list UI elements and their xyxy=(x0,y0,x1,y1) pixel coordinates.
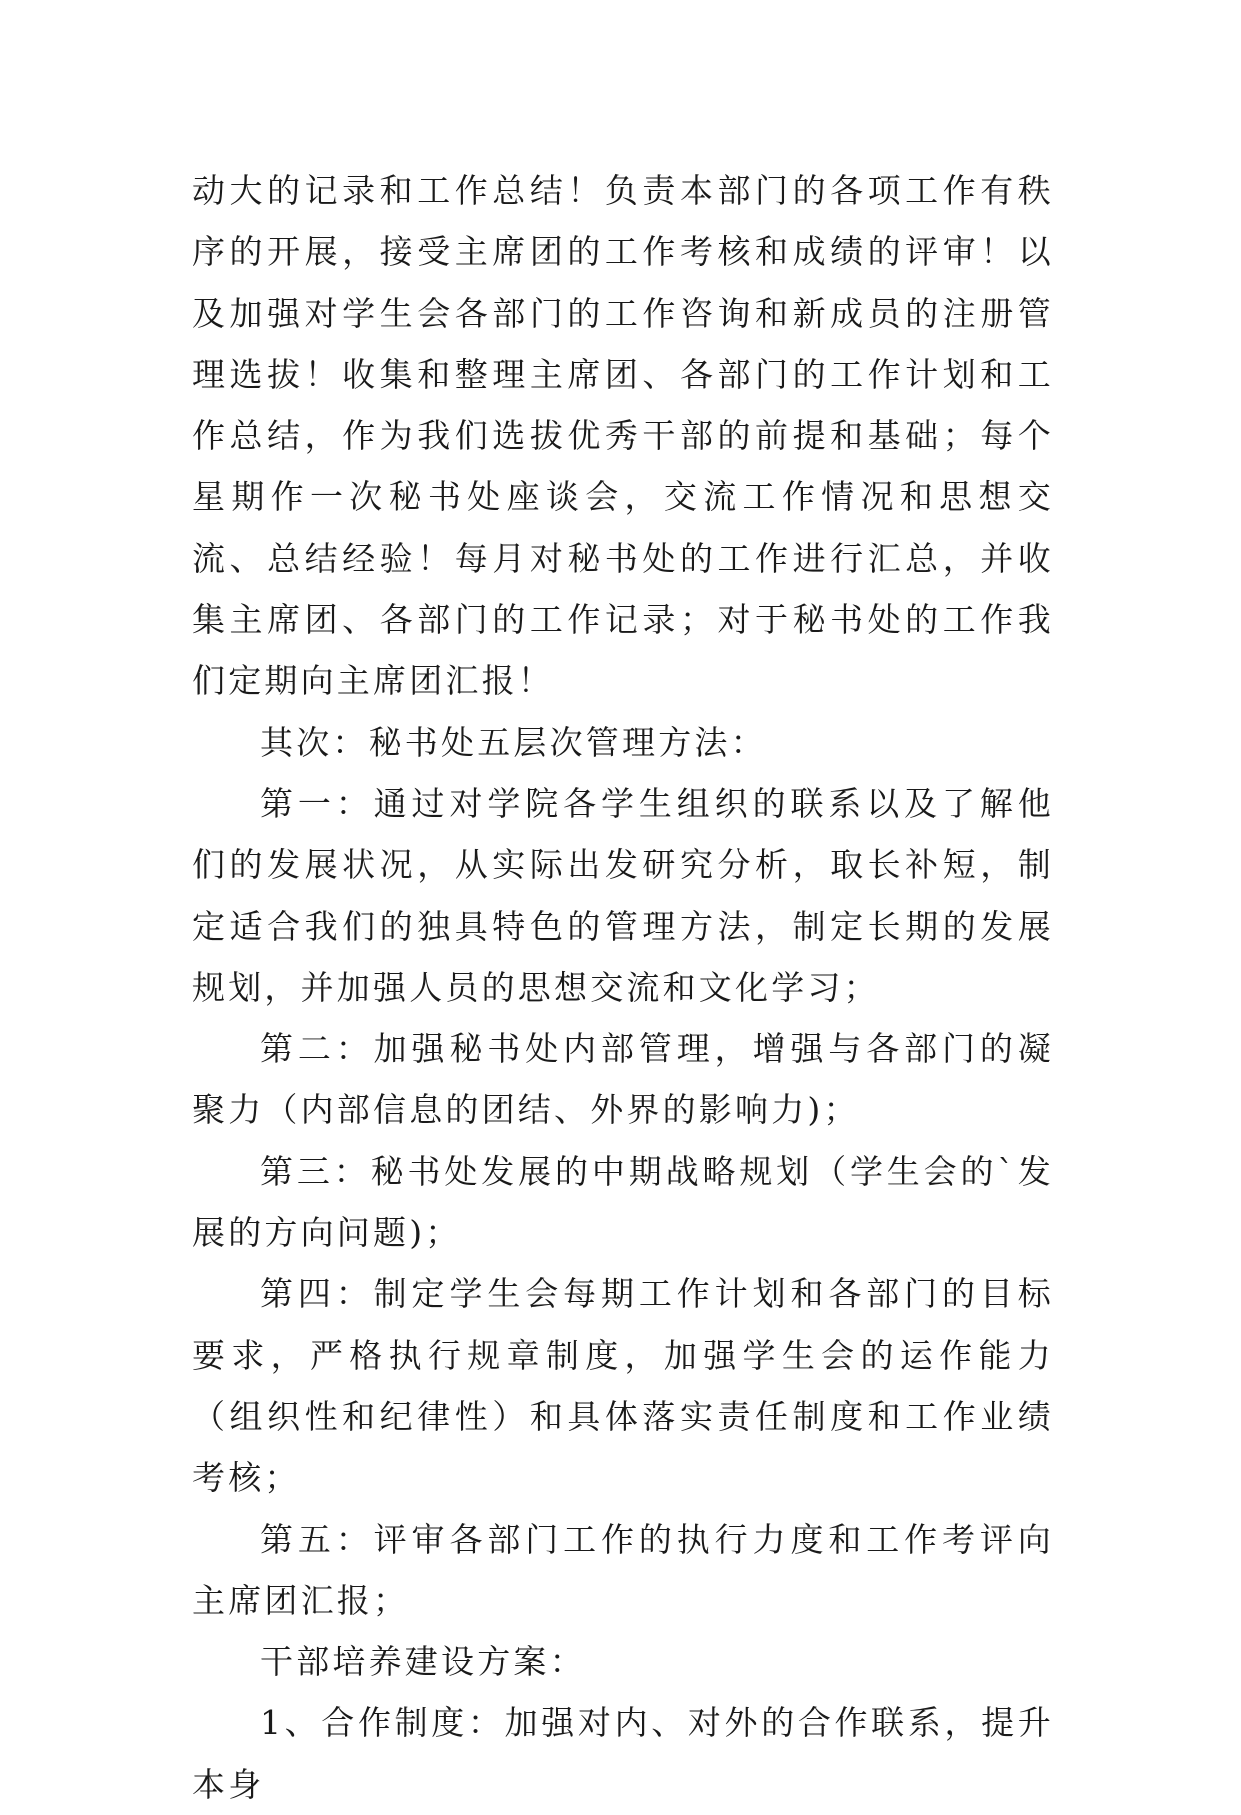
paragraph-heading-management: 其次：秘书处五层次管理方法： xyxy=(260,722,767,762)
paragraph-item-4: 第四：制定学生会每期工作计划和各部门的目标要求，严格执行规章制度，加强学生会的运作能力（组织性和纪律性）和具体落实责任制度和工作业绩考核； xyxy=(192,1274,1054,1498)
document-body xyxy=(192,160,1054,1815)
paragraph-item-3: 第三：秘书处发展的中期战略规划（学生会的`发展的方向问题)； xyxy=(192,1151,1054,1253)
paragraph-training-item-1: 1、合作制度：加强对内、对外的合作联系，提升本身 xyxy=(192,1703,1054,1804)
paragraph-item-2: 第二：加强秘书处内部管理，增强与各部门的凝聚力（内部信息的团结、外界的影响力)； xyxy=(192,1029,1054,1130)
paragraph-intro: 动大的记录和工作总结！负责本部门的各项工作有秩序的开展，接受主席团的工作考核和成绩的评审！以及加强对学生会各部门的工作咨询和新成员的注册管理选拔！收集和整理主席团、各部门的工作计划和工作总结，作为我们选拔优秀干部的前提和基础；每个星期作一次秘书处座谈会，交流工作情况和思想交流、总结经验！每月对秘书处的工作进行汇总，并收集主席团、各部门的工作记录；对于秘书处的工作我们定期向主席团汇报！ xyxy=(192,171,1054,701)
paragraph-heading-training: 干部培养建设方案： xyxy=(260,1642,586,1682)
paragraph-item-5: 第五：评审各部门工作的执行力度和工作考评向主席团汇报； xyxy=(192,1519,1054,1620)
paragraph-item-1: 第一：通过对学院各学生组织的联系以及了解他们的发展状况，从实际出发研究分析，取长补短，制定适合我们的独具特色的管理方法，制定长期的发展规划，并加强人员的思想交流和文化学习； xyxy=(192,783,1054,1007)
